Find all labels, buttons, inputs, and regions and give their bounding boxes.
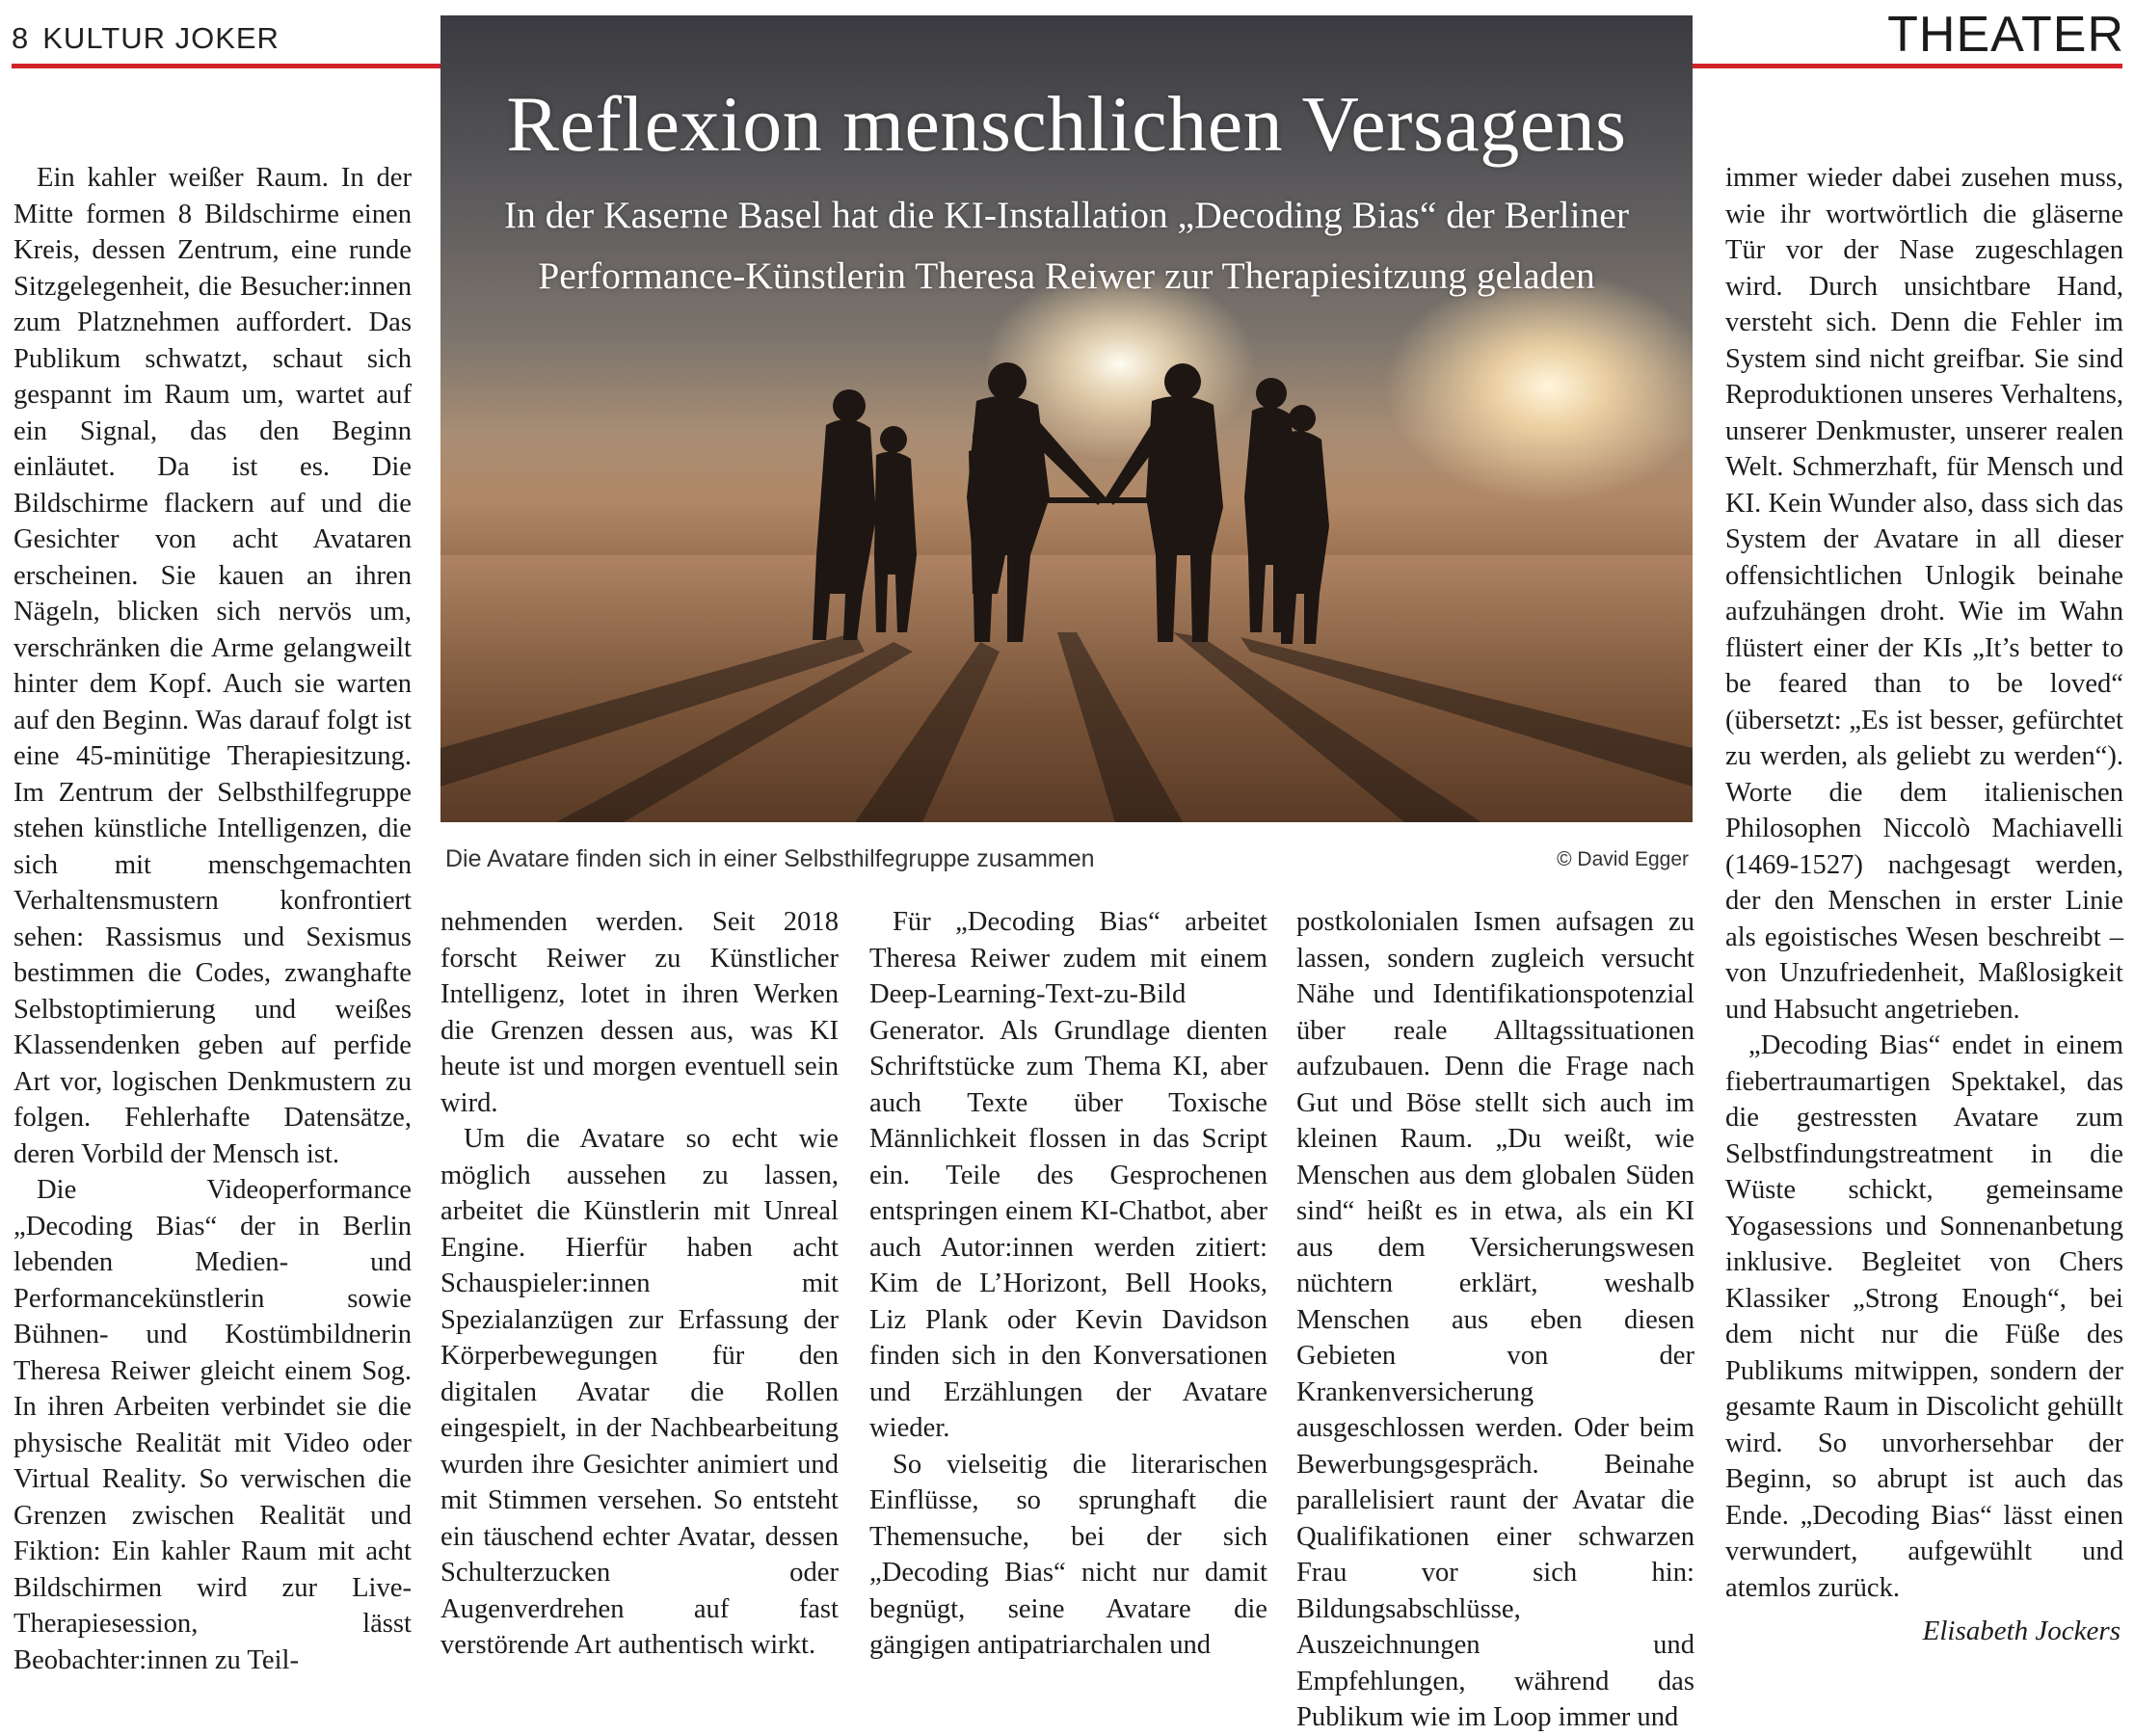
- photo-caption: Die Avatare finden sich in einer Selbsthilfegruppe zusammen: [445, 845, 1095, 872]
- page-number: 8: [12, 21, 30, 55]
- section-name: KULTUR JOKER: [42, 21, 280, 55]
- paragraph: postkolonialen Ismen aufsagen zu lassen, sondern zugleich versucht Nähe und Identifikationspotenzial über reale Alltagssituationen aufzubauen. Denn die Frage nach Gut und Böse stellt sich auch im kleinen Raum. „Du weißt, wie Menschen aus dem globalen Süden sind“ heißt es in etwa, als ein KI aus dem Versicherungswesen nüchtern erklärt, weshalb Menschen aus eben diesen Gebieten von der Krankenversicherung ausgeschlossen werden. Oder beim Bewerbungsgespräch. Beinahe parallelisiert raunt der Avatar die Qualifikationen einer schwarzen Frau vor sich hin: Bildungsabschlüsse, Auszeichnungen und Empfehlungen, während das Publikum wie im Loop immer und: [1296, 907, 1694, 1732]
- subheadline-line-1: In der Kaserne Basel hat die KI-Installation „Decoding Bias“ der Berliner: [503, 194, 1629, 236]
- paragraph: „Decoding Bias“ endet in einem fiebertraumartigen Spektakel, das die gestressten Avatare zum Selbstfindungstreatment in die Wüste schickt, gemeinsame Yogasessions und Sonnenanbetung inklusive. Begleitet von Chers Klassiker „Strong Enough“, bei dem nicht nur die Füße des Publikums mitwippen, sondern der gesamte Raum in Discolicht gehüllt wird. So unvorhersehbar der Beginn, so abrupt ist auch das Ende. „Decoding Bias“ lässt einen verwundert, aufgewühlt und atemlos zurück.: [1725, 1030, 2123, 1603]
- paragraph: So vielseitig die literarischen Einflüsse, so sprunghaft die Themensuche, bei der sich „Decoding Bias“ nicht nur damit begnügt, seine Avatare die gängigen antipatriarchalen und: [869, 1449, 1267, 1660]
- photo-credit: © David Egger: [1557, 848, 1689, 870]
- author-signature: Elisabeth Jockers: [1922, 1616, 2121, 1646]
- article-subheadline: [460, 185, 1673, 307]
- section-header-right: THEATER: [1887, 7, 2124, 63]
- text-column-3: [869, 904, 1267, 1664]
- text-column-5: [1725, 160, 2123, 1606]
- section-header-left: [12, 21, 280, 56]
- article-photo: [440, 15, 1693, 822]
- paragraph: immer wieder dabei zusehen muss, wie ihr wortwörtlich die gläserne Tür vor der Nase zugeschlagen wird. Durch unsichtbare Hand, versteht sich. Denn die Fehler im System sind nicht greifbar. Sie sind Reproduktionen unseres Verhaltens, unserer Denkmuster, unserer realen Welt. Schmerzhaft, für Mensch und KI. Kein Wunder also, dass sich das System der Avatare in all dieser offensichtlichen Unlogik beinahe aufzuhängen droht. Wie im Wahn flüstert einer der KIs „It’s better to be feared than to be loved“ (übersetzt: „Es ist besser, gefürchtet zu werden, als geliebt zu werden“). Worte die dem italienischen Philosophen Niccolò Machiavelli (1469-1527) nachgesagt werden, der den Menschen in erster Linie als egoistisches Wesen beschreibt – von Unzufriedenheit, Maßlosigkeit und Habsucht angetrieben.: [1725, 163, 2123, 1025]
- paragraph: nehmenden werden. Seit 2018 forscht Reiwer zu Künstlicher Intelligenz, lotet in ihren Werken die Grenzen dessen aus, was KI heute ist und morgen eventuell sein wird.: [440, 907, 839, 1118]
- text-column-2: [440, 904, 839, 1664]
- text-column-1: [13, 160, 412, 1678]
- subheadline-line-2: Performance-Künstlerin Theresa Reiwer zur Therapiesitzung geladen: [538, 254, 1595, 297]
- paragraph: Ein kahler weißer Raum. In der Mitte formen 8 Bildschirme einen Kreis, dessen Zentrum, eine runde Sitzgelegenheit, die Besucher:innen zum Platznehmen auffordert. Das Publikum schwatzt, schaut sich gespannt im Raum um, wartet auf ein Signal, das den Beginn einläutet. Da ist es. Die Bildschirme flackern auf und die Gesichter von acht Avataren erscheinen. Sie kauen an ihren Nägeln, blicken sich nervös um, verschränken die Arme gelangweilt hinter dem Kopf. Auch sie warten auf den Beginn. Was darauf folgt ist eine 45-minütige Therapiesitzung. Im Zentrum der Selbsthilfegruppe stehen künstliche Intelligenzen, die sich mit menschgemachten Verhaltensmustern konfrontiert sehen: Rassismus und Sexismus bestimmen die Codes, zwanghafte Selbstoptimierung und weißes Klassendenken geben auf perfide Art vor, logischen Denkmustern zu folgen. Fehlerhafte Datensätze, deren Vorbild der Mensch ist.: [13, 163, 412, 1169]
- header-rule-left: [12, 64, 440, 68]
- paragraph: Die Videoperformance „Decoding Bias“ der in Berlin lebenden Medien- und Performancekünstlerin sowie Bühnen- und Kostümbildnerin Theresa Reiwer gleicht einem Sog. In ihren Arbeiten verbindet sie die physische Realität mit Video oder Virtual Reality. So verwischen die Grenzen zwischen Realität und Fiktion: Ein kahler Raum mit acht Bildschirmen wird zur Live-Therapiesession, lässt Beobachter:innen zu Teil-: [13, 1175, 412, 1675]
- header-rule-right: [1693, 64, 2122, 68]
- paragraph: Für „Decoding Bias“ arbeitet Theresa Reiwer zudem mit einem Deep-Learning-Text-zu-Bild Generator. Als Grundlage dienten Schriftstücke zum Thema KI, aber auch Texte über Toxische Männlichkeit flossen in das Script ein. Teile des Gesprochenen entspringen einem KI-Chatbot, aber auch Autor:innen werden zitiert: Kim de L’Horizont, Bell Hooks, Liz Plank oder Kevin Davidson finden sich in den Konversationen und Erzählungen der Avatare wieder.: [869, 907, 1267, 1443]
- text-column-4: [1296, 904, 1694, 1736]
- paragraph: Um die Avatare so echt wie möglich aussehen zu lassen, arbeitet die Künstlerin mit Unreal Engine. Hierfür haben acht Schauspieler:innen mit Spezialanzügen zur Erfassung der Körperbewegungen für den digitalen Avatar die Rollen eingespielt, in der Nachbearbeitung wurden ihre Gesichter animiert und mit Stimmen versehen. So entsteht ein täuschend echter Avatar, dessen Schulterzucken oder Augenverdrehen auf fast verstörende Art authentisch wirkt.: [440, 1124, 839, 1660]
- article-headline: Reflexion menschlichen Versagens: [506, 80, 1627, 168]
